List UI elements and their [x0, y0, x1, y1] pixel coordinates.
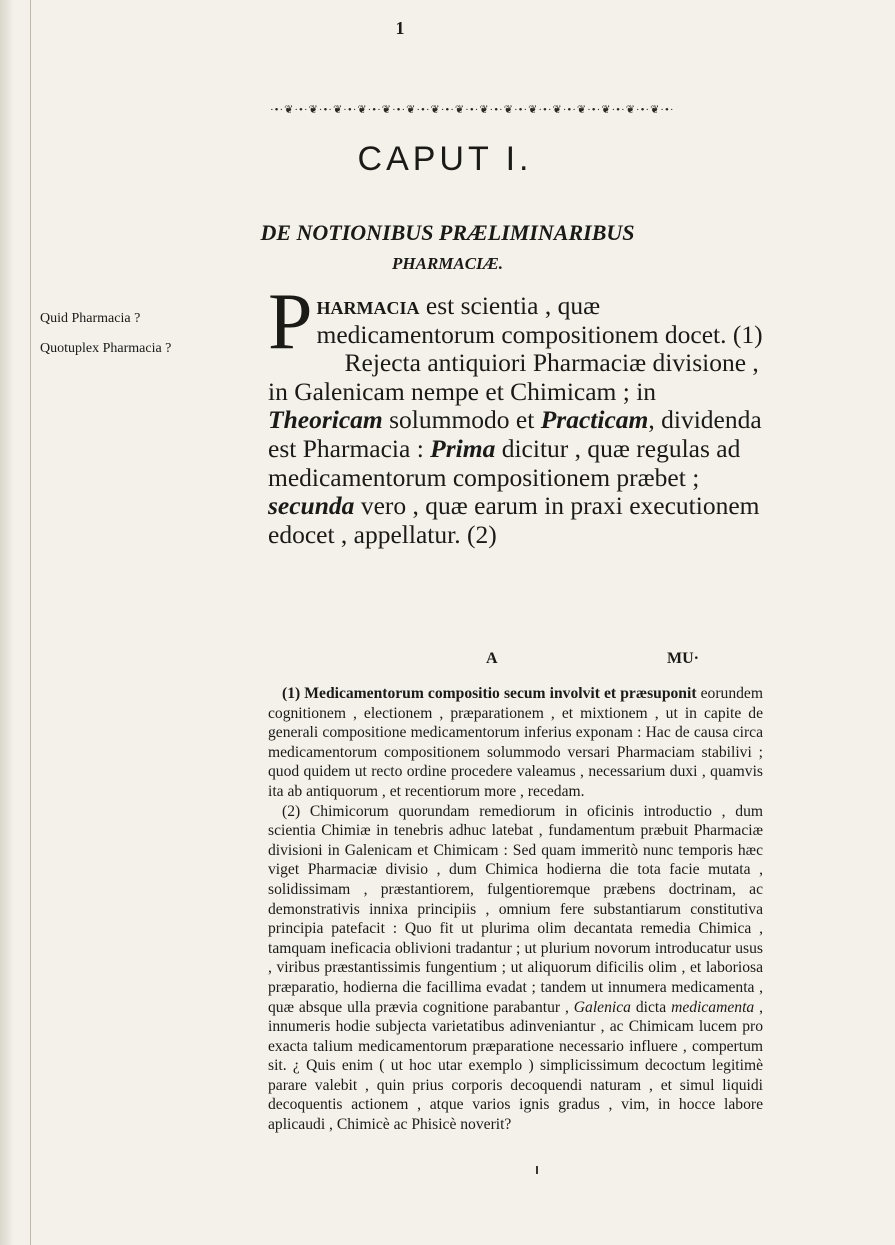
page-number: 1 — [395, 18, 405, 38]
main-text — [268, 278, 763, 549]
opening-word: harmacia — [316, 291, 420, 320]
paragraph-division: Rejecta antiquiori Pharmaciæ divisione , in Galenicam nempe et Chimicam ; in Theoricam solummodo et Practicam, dividenda est Pharmacia : Prima dicitur , quæ regulas ad medicamentorum compositionem præbet ; secunda vero , quæ earum in praxi executionem edocet , appellatur. (2) — [268, 348, 762, 549]
marginal-note-quid-pharmacia: Quid Pharmacia ? — [40, 311, 141, 326]
page-edge-line — [30, 0, 31, 1245]
ornamental-rule: ·•·❦·•·❦·•·❦·•·❦·•·❦·•·❦·•·❦·•·❦·•·❦·•·❦·•·❦·•·❦·•·❦·•·❦·•·❦·•·❦·•· — [270, 104, 675, 116]
chapter-heading: CAPUT I. — [357, 140, 533, 178]
page-gutter-shadow — [0, 0, 14, 1245]
catchword: MU· — [667, 650, 699, 667]
section-subtitle: PHARMACIÆ. — [392, 254, 503, 273]
footnotes — [268, 684, 763, 1135]
drop-cap: P — [268, 278, 313, 366]
section-title: DE NOTIONIBUS PRÆLIMINARIBUS — [260, 220, 635, 245]
print-mark — [536, 1166, 538, 1174]
signature-line — [268, 650, 763, 672]
marginal-note-quotuplex-pharmacia: Quotuplex Pharmacia ? — [40, 341, 172, 356]
paragraph-definition: harmacia est scientia , quæ medicamentorum compositionem docet. (1) — [316, 291, 763, 349]
footnote-2: (2) Chimicorum quorundam remediorum in oficinis introductio , dum scientia Chimiæ in tenebris adhuc latebat , fundamentum præbuit Pharmaciæ divisioni in Galenicam et Chimicam : Sed quam immeritò nunc temporis hæc viget Pharmaciæ divisio , dum Chimica hodierna die tota facie mutata , solidissimam , præstantiorem, fulgentioremque præbens doctrinam, ac demonstrativis innixa principiis , omnium fere substantiarum constitutiva principia patefacit : Quo fit ut plurima olim decantata remedia Chimica , tamquam ineficacia oblivioni tradantur ; ut plurium novorum introducatur usus , viribus præstantissimis fungentium ; ut aliquorum dificilis olim , et laboriosa præparatio, hodierna die facillima evadat ; tandem ut innumera medicamenta , quæ absque ulla prævia cognitione parabantur , Galenica dicta medicamenta , innumeris hodie subjecta varietatibus adinveniantur , ac Chimicam lucem pro exacta talium medicamentorum præparatione necessario influere , compertum sit. ¿ Quis enim ( ut hoc utar exemplo ) simplicissimum decoctum legitimè parare valebit , quin prius corporis decoquendi naturam , et simul liquidi decoquentis actionem , atque varios ignis gradus , vim, in hocce labore aplicaudi , Chimicè ac Phisicè noverit? — [268, 802, 763, 1134]
signature-mark: A — [486, 650, 498, 667]
footnote-1: (1) Medicamentorum compositio secum involvit et præsuponit eorundem cognitionem , electionem , præparationem , et mixtionem , ut in capite de generali compositione medicamentorum inferius exponam : Hac de causa circa medicamentorum compositionem solummodo versari Pharmaciam stabilivi ; quod quidem ut recto ordine procedere valeamus , necessarium duxi , quamvis ita ab antiquorum , et recentiorum more , recedam. — [268, 685, 763, 800]
